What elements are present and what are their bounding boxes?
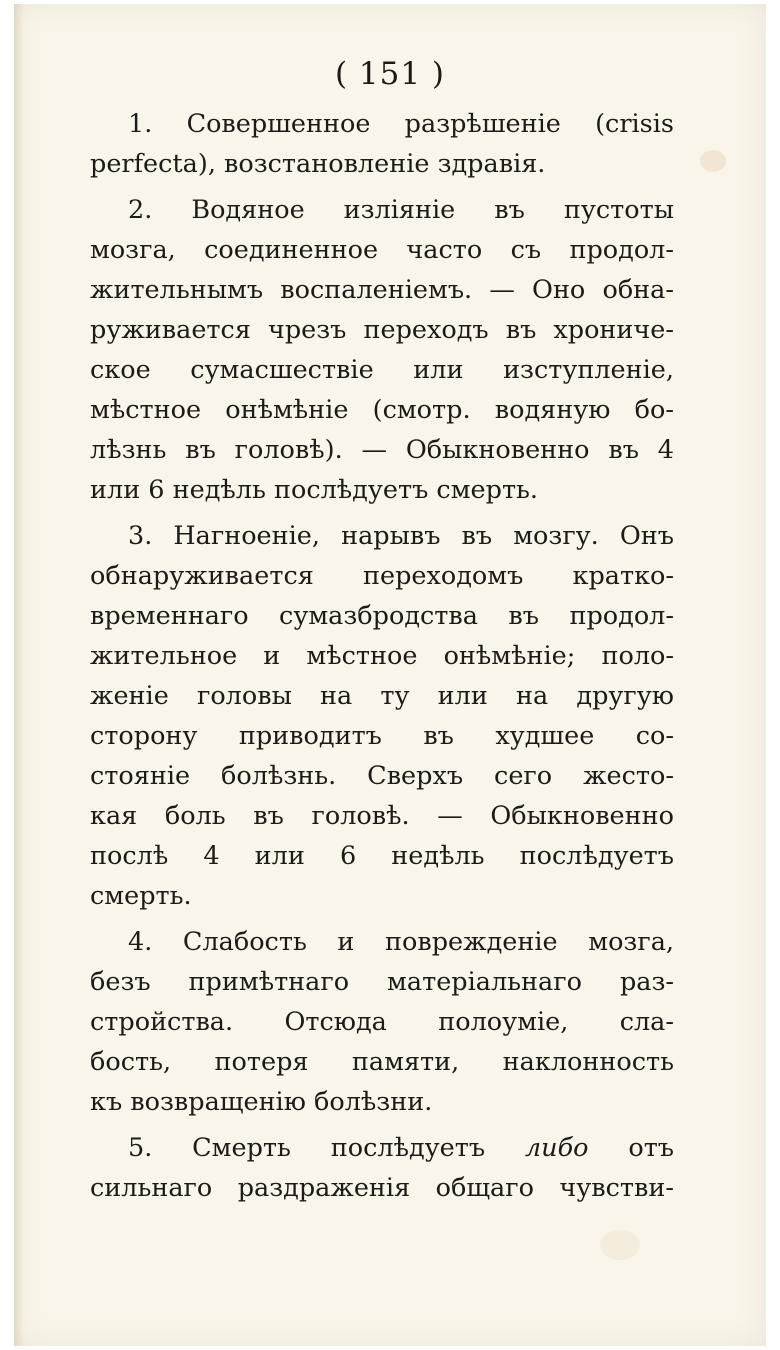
text-line: безъ примѣтнаго матеріальнаго раз- [90,967,674,997]
text-line: стояніе болѣзнь. Сверхъ сего жесто- [90,761,674,791]
text-line: кая боль въ головѣ. — Обыкновенно [90,801,674,831]
text-line: perfecta), возстановленіе здравія. [90,149,546,179]
text-line: жительнымъ воспаленіемъ. — Оно обна- [90,275,674,305]
text-line [90,1128,674,1168]
italic-word: либо [524,1133,589,1163]
paragraph-2 [90,190,674,510]
paragraph-5 [90,1128,674,1208]
paragraph-1 [90,104,674,184]
text-line: 2. Водяное изліяніе въ пустоты [128,195,674,225]
text-line: обнаруживается переходомъ кратко- [90,561,674,591]
text-line: сильнаго раздраженія общаго чувстви- [90,1173,674,1203]
text-line: бость, потеря памяти, наклонность [90,1047,674,1077]
paragraph-3 [90,516,674,916]
text-line: женіе головы на ту или на другую [90,681,674,711]
page-number: ( 151 ) [334,56,446,92]
text-line: жительное и мѣстное онѣмѣніе; поло- [90,641,674,671]
text-line: 1. Совершенное разрѣшеніе (crisis [128,109,674,139]
text-line: или 6 недѣль послѣдуетъ смерть. [90,475,539,505]
text-line: 3. Нагноеніе, нарывъ въ мозгу. Онъ [128,521,674,551]
text-line: послѣ 4 или 6 недѣль послѣдуетъ [90,841,674,871]
paper-stain [700,150,726,172]
text-segment: 5. Смерть послѣдуетъ [128,1133,486,1163]
text-segment: отъ [628,1133,675,1163]
text-line: мѣстное онѣмѣніе (смотр. водяную бо- [90,395,674,425]
text-line: временнаго сумазбродства въ продол- [90,601,674,631]
text-line: мозга, соединенное часто съ продол- [90,235,674,265]
text-line: смерть. [90,881,192,911]
text-line: ское сумасшествіе или изступленіе, [90,355,674,385]
text-line: лѣзнь въ головѣ). — Обыкновенно въ 4 [90,435,674,465]
text-line: руживается чрезъ переходъ въ хрониче- [90,315,674,345]
text-line: 4. Слабость и поврежденіе мозга, [128,927,674,957]
paper-stain [600,1230,640,1260]
text-line: стройства. Отсюда полоуміе, сла- [90,1007,674,1037]
paragraph-4 [90,922,674,1122]
page-gutter-shadow [14,4,24,1346]
text-line: сторону приводитъ въ худшее со- [90,721,674,751]
text-line: къ возвращенію болѣзни. [90,1087,433,1117]
main-text [90,104,674,1208]
